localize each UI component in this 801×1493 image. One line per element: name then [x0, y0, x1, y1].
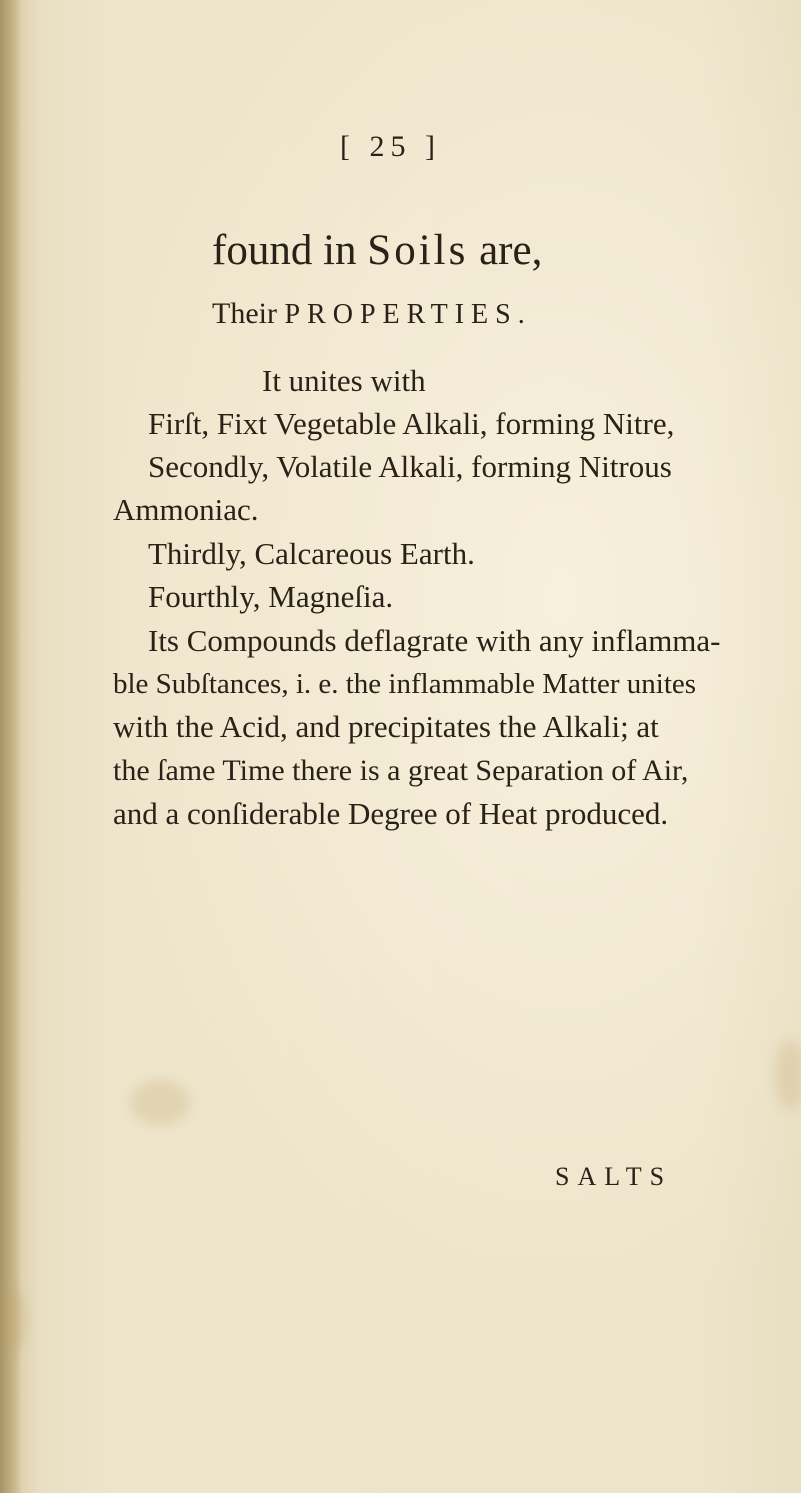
page-binding-edge: [0, 0, 22, 1493]
heading-prefix: found in: [212, 227, 357, 274]
body-line: the ſame Time there is a great Separation of Air,: [113, 754, 689, 787]
body-line: ble Subſtances, i. e. the inflammable Matter unites: [113, 668, 697, 700]
subheading-prefix: Their: [212, 297, 277, 330]
body-line: Fourthly, Magneſia.: [148, 579, 394, 614]
heading-keyword: Soils: [367, 227, 469, 274]
paper-stain: [775, 1040, 801, 1110]
body-line: Secondly, Volatile Alkali, forming Nitrous: [148, 449, 672, 484]
section-subheading: [212, 297, 532, 331]
body-line: and a conſiderable Degree of Heat produced.: [113, 796, 669, 831]
body-line: Ammoniac.: [113, 492, 259, 527]
section-heading: [212, 226, 542, 275]
heading-suffix: are,: [479, 227, 543, 274]
body-line: Its Compounds deflagrate with any inflamma-: [148, 623, 721, 658]
body-line: Thirdly, Calcareous Earth.: [148, 536, 475, 571]
body-line: It unites with: [262, 363, 426, 398]
paper-stain: [130, 1080, 190, 1125]
body-line: with the Acid, and precipitates the Alkali; at: [113, 709, 659, 744]
body-line: Firſt, Fixt Vegetable Alkali, forming Nitre,: [148, 406, 675, 441]
page-number: [ 25 ]: [340, 130, 441, 163]
catchword: SALTS: [555, 1162, 673, 1191]
subheading-keyword: PROPERTIES.: [284, 299, 532, 330]
paper-stain: [0, 1290, 26, 1350]
